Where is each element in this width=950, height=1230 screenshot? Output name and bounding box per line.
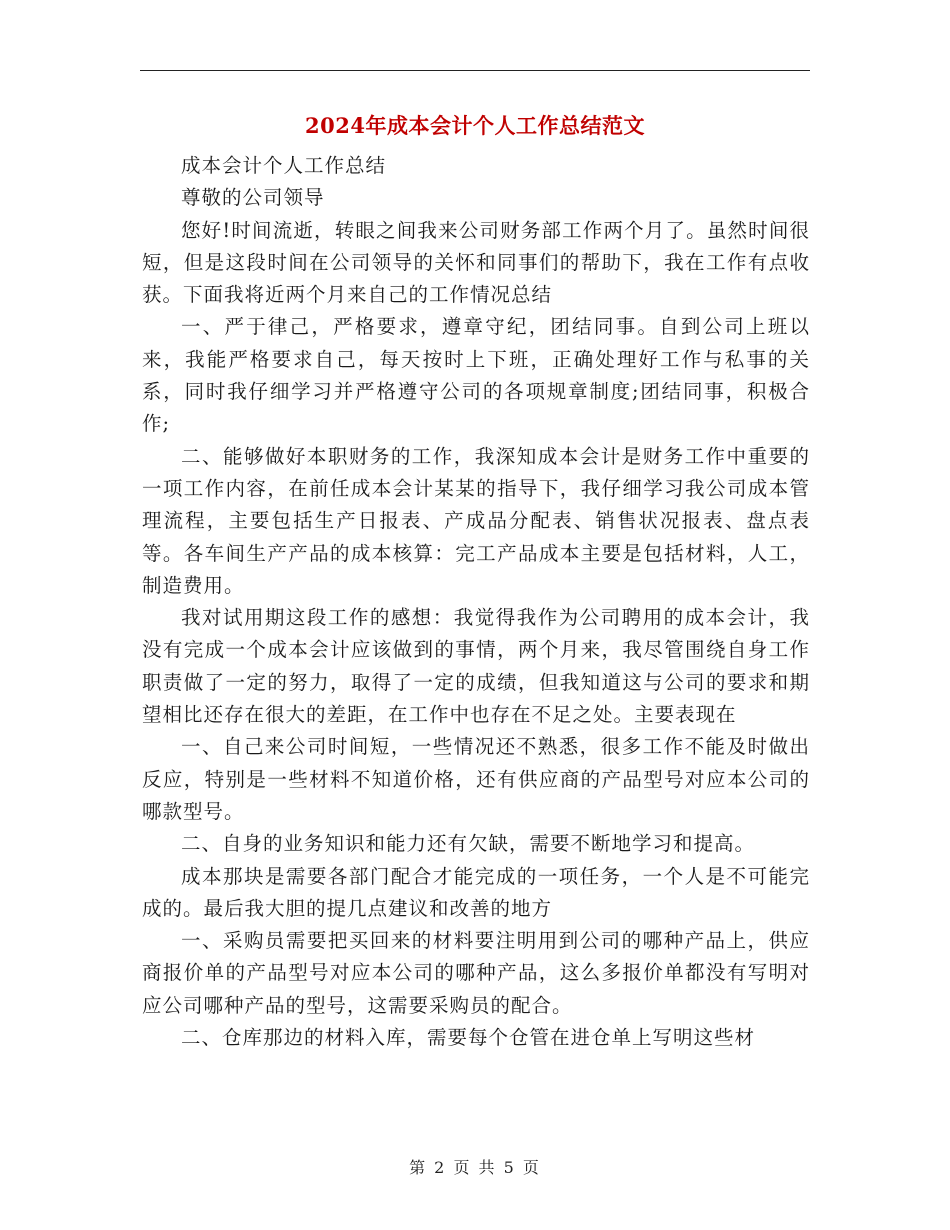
paragraph: 成本会计个人工作总结 bbox=[181, 154, 387, 177]
paragraph: 我对试用期这段工作的感想：我觉得我作为公司聘用的成本会计，我没有完成一个成本会计应该做到的事情，两个月来，我尽管围绕自身工作职责做了一定的努力，取得了一定的成绩，但我知道这与公司的要求和期望相比还存在很大的差距，在工作中也存在不足之处。主要表现在 bbox=[142, 606, 810, 727]
document-title: 2024年成本会计个人工作总结范文 bbox=[305, 113, 645, 138]
paragraph: 成本那块是需要各部门配合才能完成的一项任务，一个人是不可能完成的。最后我大胆的提几点建议和改善的地方 bbox=[142, 864, 810, 920]
page-number-footer: 第 2 页 共 5 页 bbox=[409, 1158, 541, 1177]
paragraph: 您好!时间流逝，转眼之间我来公司财务部工作两个月了。虽然时间很短，但是这段时间在公司领导的关怀和同事们的帮助下，我在工作有点收获。下面我将近两个月来自己的工作情况总结 bbox=[142, 218, 810, 307]
paragraph: 一、自己来公司时间短，一些情况还不熟悉，很多工作不能及时做出反应，特别是一些材料不知道价格，还有供应商的产品型号对应本公司的哪款型号。 bbox=[142, 735, 810, 823]
document-body bbox=[142, 150, 810, 1054]
paragraph: 尊敬的公司领导 bbox=[181, 186, 325, 210]
paragraph: 一、严于律己，严格要求，遵章守纪，团结同事。自到公司上班以来，我能严格要求自己，每天按时上下班，正确处理好工作与私事的关系，同时我仔细学习并严格遵守公司的各项规章制度;团结同事，积极合作; bbox=[142, 315, 810, 436]
paragraph: 二、能够做好本职财务的工作，我深知成本会计是财务工作中重要的一项工作内容，在前任成本会计某某的指导下，我仔细学习我公司成本管理流程，主要包括生产日报表、产成品分配表、销售状况报表、盘点表等。各车间生产产品的成本核算：完工产品成本主要是包括材料，人工，制造费用。 bbox=[142, 444, 810, 597]
header-rule bbox=[140, 70, 810, 71]
paragraph: 二、自身的业务知识和能力还有欠缺，需要不断地学习和提高。 bbox=[181, 832, 756, 856]
paragraph: 二、仓库那边的材料入库，需要每个仓管在进仓单上写明这些材 bbox=[181, 1026, 756, 1050]
paragraph: 一、采购员需要把买回来的材料要注明用到公司的哪种产品上，供应商报价单的产品型号对应本公司的哪种产品，这么多报价单都没有写明对应公司哪种产品的型号，这需要采购员的配合。 bbox=[142, 929, 810, 1017]
